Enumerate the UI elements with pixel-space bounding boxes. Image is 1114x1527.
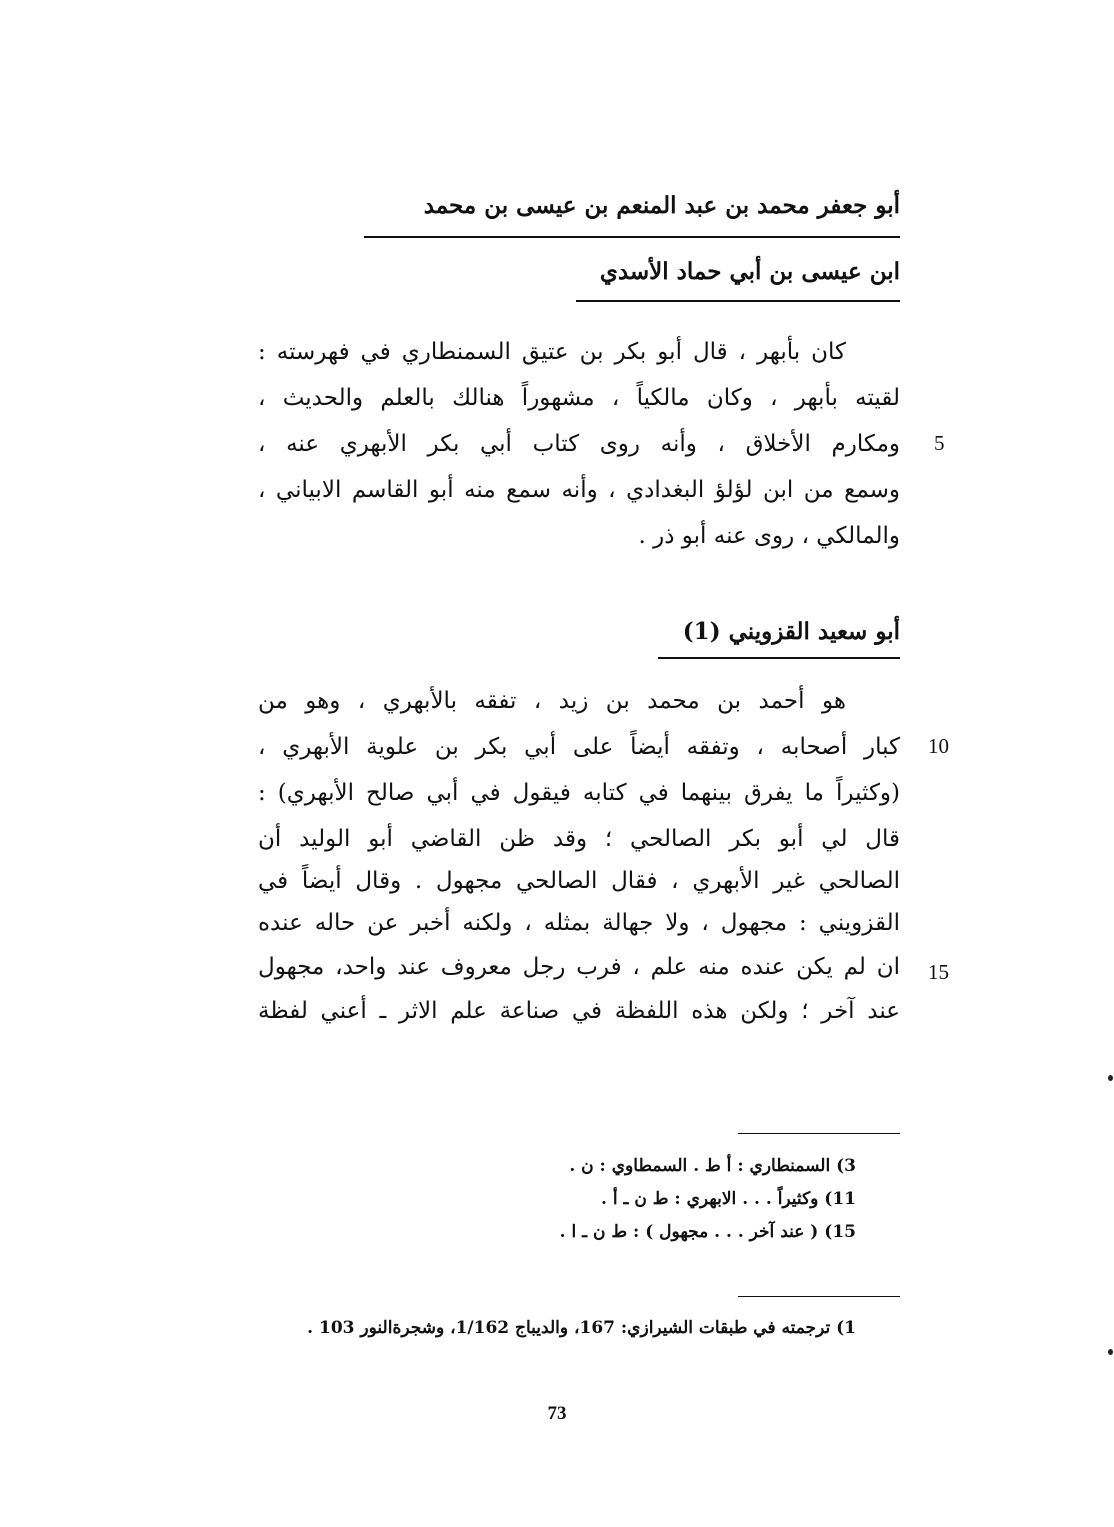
text-line: هو أحمد بن محمد بن زيد ، تفقه بالأبهري ، وهو من (258, 688, 846, 714)
text-line: قال لي أبو بكر الصالحي ؛ وقد ظن القاضي أبو الوليد أن (258, 826, 900, 852)
line-number: 10 (928, 734, 949, 758)
line-number: 15 (928, 960, 949, 984)
text-line: وسمع من ابن لؤلؤ البغدادي ، وأنه سمع منه أبو القاسم الابياني ، (258, 477, 900, 503)
entry-heading: أبو سعيد القزويني (1) (682, 618, 900, 645)
footnote-separator (738, 1133, 900, 1134)
text-line: كبار أصحابه ، وتفقه أيضاً على أبي بكر بن علوية الأبهري ، (258, 734, 900, 760)
text-line: كان بأبهر ، قال أبو بكر بن عتيق السمنطاري في فهرسته : (258, 339, 846, 365)
text-line: عند آخر ؛ ولكن هذه اللفظة في صناعة علم الاثر ـ أعني لفظة (258, 998, 900, 1024)
heading-underline (658, 657, 900, 659)
variant-note: 15) ( عند آخر . . . مجهول ) : ط ن ـ ا . (559, 1222, 856, 1242)
text-line: ومكارم الأخلاق ، وأنه روى كتاب أبي بكر الأبهري عنه ، (258, 431, 900, 457)
entry-heading-line-1: أبو جعفر محمد بن عبد المنعم بن عيسى بن محمد (423, 192, 900, 219)
source-footnote: 1) ترجمته في طبقات الشيرازي: 167، والديباج 1/162، وشجرةالنور 103 . (307, 1318, 856, 1338)
text-line: (وكثيراً ما يفرق بينهما في كتابه فيقول في أبي صالح الأبهري) : (258, 780, 900, 806)
text-line: الصالحي غير الأبهري ، فقال الصالحي مجهول . وقال أيضاً في (258, 868, 900, 894)
text-line: ان لم يكن عنده منه علم ، فرب رجل معروف عند واحد، مجهول (258, 954, 900, 980)
footnote-separator (738, 1296, 900, 1297)
variant-note: 11) وكثيراً . . . الابهري : ط ن ـ أ . (600, 1189, 856, 1209)
entry-heading-line-2: ابن عيسى بن أبي حماد الأسدي (599, 258, 900, 285)
scan-speck (1108, 1075, 1113, 1081)
scan-speck (1108, 1349, 1113, 1355)
text-line: لقيته بأبهر ، وكان مالكياً ، مشهوراً هنالك بالعلم والحديث ، (258, 385, 900, 411)
heading-underline (576, 300, 900, 302)
text-line: والمالكي ، روى عنه أبو ذر . (638, 523, 900, 549)
variant-note: 3) السمنطاري : أ ط . السمطاوي : ن . (569, 1156, 856, 1176)
text-line: القزويني : مجهول ، ولا جهالة بمثله ، ولكنه أخبر عن حاله عنده (258, 910, 900, 936)
line-number: 5 (934, 431, 945, 455)
page-number: 73 (547, 1403, 567, 1424)
heading-underline (364, 236, 900, 238)
